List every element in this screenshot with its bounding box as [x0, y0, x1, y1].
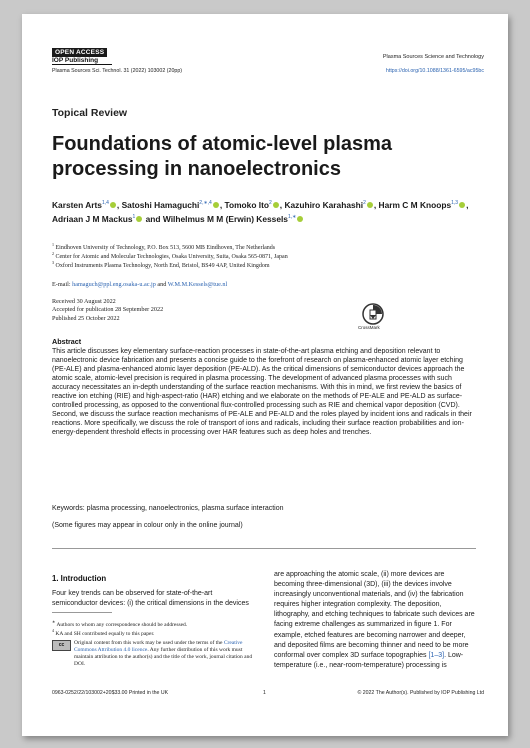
affiliation-3: $^3$ Oxford Instruments Plasma Technology, North End, Bristol, BS49 4AP, United Kingdom	[52, 260, 270, 269]
orcid-icon[interactable]	[110, 202, 116, 208]
publication-dates	[52, 298, 163, 323]
author-affiliation-mark: 2	[363, 200, 366, 206]
license-text: Original content from this work may be used under the terms of the Creative Commons Attribution 4.0 licence. Any further distribution of this work must maintain attribution to the author(s) and the title of the work, journal citation and DOI.	[74, 640, 253, 667]
issn-line: 0963-0252/22/103002+20$33.00 Printed in the UK	[52, 690, 169, 696]
cc-license-icon[interactable]: cc	[52, 640, 71, 651]
received-date: Received 30 August 2022	[52, 298, 116, 305]
page-number: 1	[263, 690, 266, 696]
orcid-icon[interactable]	[136, 216, 142, 222]
orcid-icon[interactable]	[367, 202, 373, 208]
author-affiliation-mark: 1,3	[451, 200, 459, 206]
published-date: Published 25 October 2022	[52, 314, 120, 322]
iop-publishing-logo: IOP Publishing	[52, 57, 99, 64]
paper-title: Foundations of atomic-level plasma processing in nanoelectronics	[52, 133, 393, 180]
cc-license-link[interactable]: Creative Commons Attribution 4.0 licence	[74, 640, 243, 653]
footnote-rule	[52, 612, 112, 613]
logo-rule	[52, 64, 112, 65]
paper-page	[22, 14, 508, 736]
author-name: Adriaan J M Mackus	[52, 214, 133, 225]
keywords: Keywords: plasma processing, nanoelectronics, plasma surface interaction	[52, 505, 284, 512]
author-affiliation-mark: 1,4	[101, 200, 109, 206]
email-link-kessels[interactable]: W.M.M.Kessels@tue.nl	[167, 281, 228, 288]
footnote-corresponding: ∗ Authors to whom any correspondence should be addressed.	[52, 619, 188, 628]
doi-link[interactable]: https://doi.org/10.1088/1361-6595/ac95bc	[385, 68, 484, 74]
abstract-heading: Abstract	[52, 337, 82, 346]
author-affiliation-mark: 2,∗,4	[199, 200, 212, 206]
orcid-icon[interactable]	[297, 216, 303, 222]
intro-left-column: Four key trends can be observed for state-of-the-art semiconductor devices: (i) the critical dimensions in the devices	[52, 590, 249, 607]
author-name: Harm C M Knoops	[378, 199, 452, 210]
accepted-date: Accepted for publication 28 September 2022	[52, 306, 164, 314]
crossmark-icon[interactable]	[362, 303, 384, 325]
author-affiliation-mark: 2	[269, 200, 272, 206]
email-link-hamaguchi[interactable]: hamaguch@ppl.eng.osaka-u.ac.jp	[72, 281, 156, 288]
author-name: Kazuhiro Karahashi	[284, 199, 364, 210]
crossmark-label: CrossMark	[358, 325, 380, 330]
copyright: © 2022 The Author(s). Published by IOP Publishing Ltd	[357, 690, 484, 696]
section-divider	[52, 548, 476, 549]
intro-heading: 1. Introduction	[52, 574, 107, 583]
author-name: Karsten Arts	[52, 199, 102, 210]
affiliation-2: $^2$ Center for Atomic and Molecular Technologies, Osaka University, Suita, Osaka 565-0871, Japan	[52, 251, 288, 260]
author-name: Wilhelmus M M (Erwin) Kessels	[162, 214, 288, 225]
open-access-logo: OPEN ACCESS	[52, 48, 107, 57]
email-line: E-mail: hamaguch@ppl.eng.osaka-u.ac.jp and W.M.M.Kessels@tue.nl	[52, 281, 228, 288]
journal-name: Plasma Sources Science and Technology	[382, 54, 484, 60]
colour-note: (Some figures may appear in colour only in the online journal)	[52, 522, 243, 529]
reference-link[interactable]: [1–3]	[428, 651, 445, 659]
author-name: Tomoko Ito	[224, 199, 269, 210]
journal-citation: Plasma Sources Sci. Technol. 31 (2022) 103002 (20pp)	[52, 68, 183, 74]
orcid-icon[interactable]	[459, 202, 465, 208]
author-affiliation-mark: 1	[132, 214, 136, 221]
orcid-icon[interactable]	[213, 202, 219, 208]
orcid-icon[interactable]	[273, 202, 279, 208]
author-list: Karsten Arts$^{1,4}$ , Satoshi Hamaguchi$^{2,∗,4}$ , Tomoko Ito$^2$ , Kazuhiro Karahashi$^2$ , Harm C M Knoops$^{1,3}$ , Adriaan J M Mackus$^1$ and Wilhelmus M M (Erwin) Kessels$^{1,∗}$	[52, 199, 469, 225]
author-and: and	[145, 214, 161, 225]
affiliation-1: $^1$ Eindhoven University of Technology, P.O. Box 513, 5600 MB Eindhoven, The Netherlands	[52, 242, 276, 251]
footnote-equal: $^4$ KA and SH contributed equally to this paper.	[52, 628, 155, 637]
abstract-text: This article discusses key elementary surface-reaction processes in state-of-the-art plasma etching and deposition relevant to nanoelectronic device fabrication and presents a concise guide to the forefront of research on plasma-enhanced atomic layer etching (PE-ALE) and plasma-enhanced atomic layer deposition (PE-ALD). As the critical dimensions of semiconductor devices approach the atomic scale, atomic-level precision is required in plasma processing. The development of advanced plasma processes with such accuracy necessitates an in-depth understanding of the surface reaction mechanisms. With this in mind, we first review the basics of reactive ion etching (RIE) and high-aspect-ratio (HAR) etching and we elaborate on the methods of PE-ALE and PE-ALD as surface-controlled processing, as opposed to the conventional flux-controlled processing such as RIE and chemical vapor deposition (CVD). Second, we discuss the surface reaction mechanisms of PE-ALE and PE-ALD and the roles played by incident ions and radicals in their reactions. More specifically, we discuss the role of transport of ions and radicals, including their surface reaction probabilities and ion-energy-dependent threshold effects in processing over HAR features such as deep holes and trenches.	[52, 348, 472, 437]
author-name: Satoshi Hamaguchi	[121, 199, 200, 210]
author-affiliation-mark: 1,∗	[287, 214, 297, 221]
section-label: Topical Review	[52, 107, 128, 119]
intro-right-column: are approaching the atomic scale, (ii) more devices are becoming three-dimensional (3D), (iii) the devices involve increasingly unconventional materials, and (iv) the fabrication requires higher integration complexity. The deposition, lithography, and etching techniques to fabricate such devices are facing extreme challenges as summarized in figure 1. For example, etched features are becoming narrower and deeper, and deposited films are becoming thinner and need to be more conformal over complex 3D surface topographies [1–3]. Low-temperature (i.e., near-room-temperature) processing is	[274, 571, 475, 669]
